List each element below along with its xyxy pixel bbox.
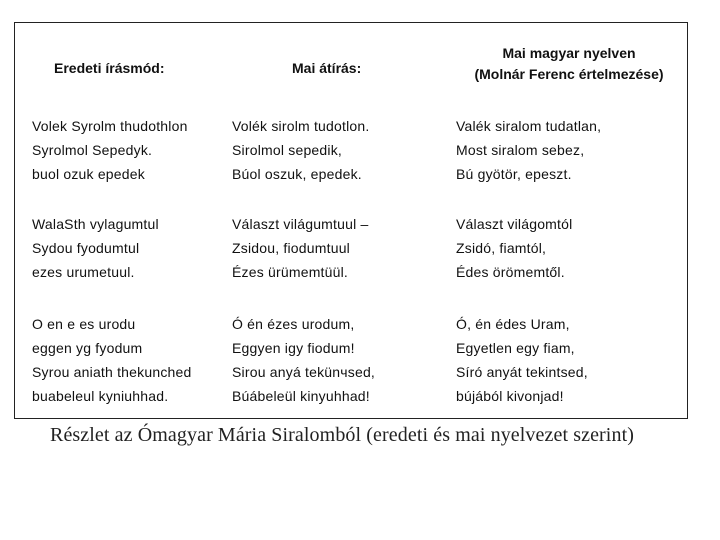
stanza1-transcription: [232, 114, 369, 186]
header-transcription: Mai átírás:: [292, 60, 362, 76]
text-line: Syrolmol Sepedyk.: [32, 142, 153, 158]
text-line: Syrou aniath thekunched: [32, 364, 192, 380]
header-original: Eredeti írásmód:: [54, 60, 165, 76]
text-line: Síró anyát tekintsed,: [456, 364, 588, 380]
text-line: ezes urumetuul.: [32, 264, 135, 280]
text-line: Sirolmol sepedik,: [232, 142, 342, 158]
text-line: Választ világomtól: [456, 216, 573, 232]
text-line: Valék siralom tudatlan,: [456, 118, 602, 134]
text-line: Sydou fyodumtul: [32, 240, 140, 256]
text-line: buabeleul kyniuhhad.: [32, 388, 169, 404]
text-line: Zsidou, fiodumtuul: [232, 240, 350, 256]
text-line: Egyetlen egy fiam,: [456, 340, 575, 356]
text-line: eggen yg fyodum: [32, 340, 143, 356]
text-line: Ó, én édes Uram,: [456, 316, 570, 332]
text-line: Választ világumtuul –: [232, 216, 369, 232]
text-line: Ó én ézes urodum,: [232, 316, 355, 332]
text-line: Volék sirolm tudotlon.: [232, 118, 370, 134]
stanza2-original: [32, 212, 159, 284]
stanza1-original: [32, 114, 188, 186]
stanza2-modern: [456, 212, 572, 284]
stanza2-transcription: [232, 212, 369, 284]
text-line: Eggyen igy fiodum!: [232, 340, 355, 356]
stanza3-transcription: [232, 312, 375, 408]
text-line: Édes örömemtől.: [456, 264, 565, 280]
header-modern: [452, 43, 686, 85]
text-line: Búábeleül kinyuhhad!: [232, 388, 370, 404]
text-line: bújából kivonjad!: [456, 388, 564, 404]
text-line: Sirou anyá tekünчsed,: [232, 364, 376, 380]
text-line: O en e es urodu: [32, 316, 136, 332]
text-line: Volek Syrolm thudothlon: [32, 118, 188, 134]
text-line: Zsidó, fiamtól,: [456, 240, 547, 256]
caption: Részlet az Ómagyar Mária Siralomból (eredeti és mai nyelvezet szerint): [50, 424, 634, 446]
text-line: Bú gyötör, epeszt.: [456, 166, 572, 182]
stanza1-modern: [456, 114, 601, 186]
text-line: Ézes ürümemtüül.: [232, 264, 349, 280]
text-line: buol ozuk epedek: [32, 166, 145, 182]
text-line: Most siralom sebez,: [456, 142, 585, 158]
header-modern-line1: Mai magyar nyelven: [502, 45, 636, 61]
stanza3-original: [32, 312, 192, 408]
text-line: WalaSth vylagumtul: [32, 216, 159, 232]
header-modern-line2: (Molnár Ferenc értelmezése): [474, 66, 664, 82]
stanza3-modern: [456, 312, 588, 408]
text-line: Búol oszuk, epedek.: [232, 166, 362, 182]
